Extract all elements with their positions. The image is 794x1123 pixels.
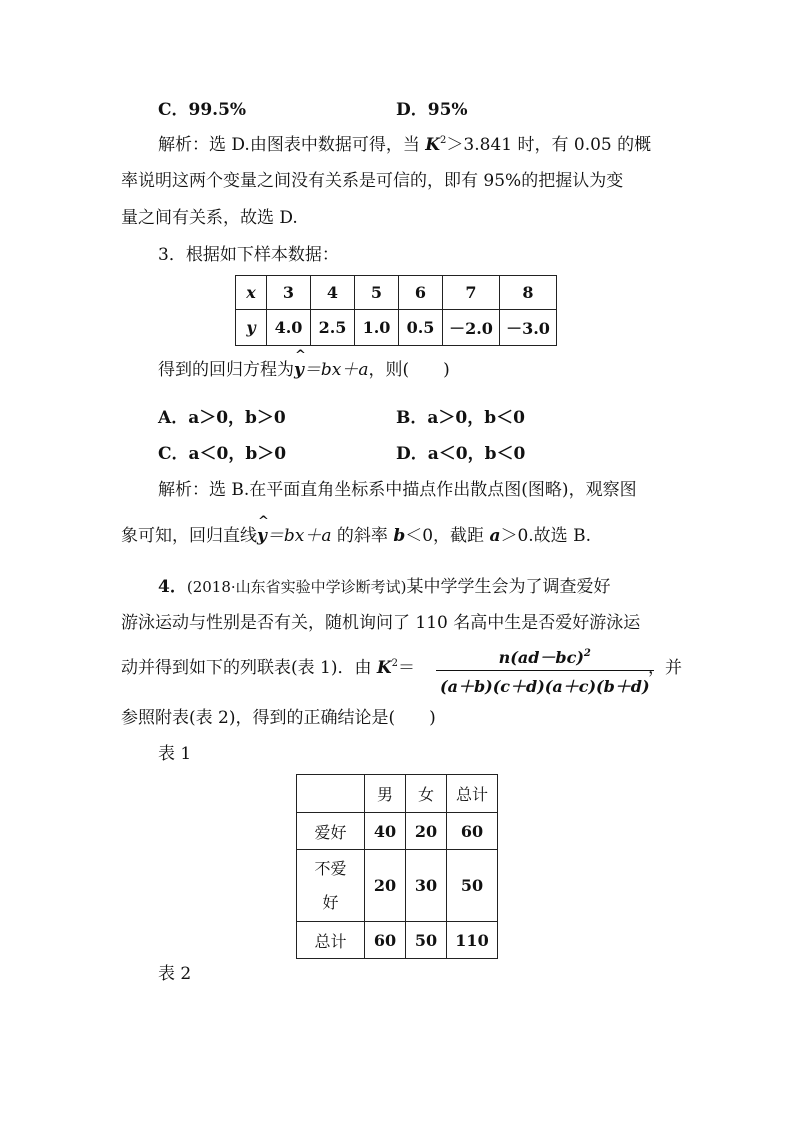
q2-explanation-line2: 率说明这两个变量之间没有关系是可信的，即有 95%的把握认为变 bbox=[121, 171, 624, 191]
numerator-superscript: 2 bbox=[583, 648, 591, 659]
y-cell: 4.0 bbox=[267, 310, 311, 346]
numerator-text: n(ad－bc) bbox=[498, 648, 584, 667]
q3-option-a: A．a＞0，b＞0 bbox=[158, 408, 286, 428]
data-cell: 30 bbox=[406, 850, 447, 922]
y-cell: 2.5 bbox=[311, 310, 355, 346]
text-segment: 的斜率 bbox=[331, 526, 394, 546]
fraction-denominator: (a＋b)(c＋d)(a＋c)(b＋d) bbox=[436, 670, 654, 697]
text-segment: ＞0.故选 B. bbox=[500, 526, 591, 546]
x-cell: 6 bbox=[399, 276, 443, 310]
text-segment: ＜0，截距 bbox=[405, 526, 490, 546]
var-b: b bbox=[393, 526, 406, 546]
q3-option-d: D．a＜0，b＜0 bbox=[396, 444, 526, 464]
q2-option-d: D．95% bbox=[396, 100, 468, 120]
q3-option-b: B．a＞0，b＜0 bbox=[396, 408, 525, 428]
data-cell: 60 bbox=[365, 922, 406, 959]
text-segment: 象可知，回归直线 bbox=[121, 526, 257, 546]
data-cell: 50 bbox=[447, 850, 498, 922]
text-segment: 某中学学生会为了调查爱好 bbox=[406, 577, 611, 597]
header-cell-empty bbox=[297, 775, 365, 813]
q2-option-c: C．99.5% bbox=[158, 100, 247, 120]
row-label: 爱好 bbox=[297, 813, 365, 850]
k-symbol: K bbox=[376, 658, 392, 678]
data-cell: 40 bbox=[365, 813, 406, 850]
data-cell: 20 bbox=[365, 850, 406, 922]
q4-line1 bbox=[158, 576, 611, 598]
data-cell: 110 bbox=[447, 922, 498, 959]
y-cell: －2.0 bbox=[443, 310, 500, 346]
k-symbol: K bbox=[425, 135, 441, 155]
x-cell: 4 bbox=[311, 276, 355, 310]
table1-caption: 表 1 bbox=[158, 744, 192, 764]
data-cell: 60 bbox=[447, 813, 498, 850]
text-segment: ，则( ) bbox=[368, 360, 450, 380]
row-label-y: y bbox=[236, 310, 267, 346]
q3-explanation-line2 bbox=[121, 525, 591, 547]
q3-question: 3．根据如下样本数据： bbox=[158, 245, 339, 265]
q3-explanation-line1: 解析：选 B.在平面直角坐标系中描点作出散点图(图略)，观察图 bbox=[158, 480, 637, 500]
y-hat: ^ y bbox=[294, 359, 304, 381]
header-cell: 总计 bbox=[447, 775, 498, 813]
q3-option-c: C．a＜0，b＞0 bbox=[158, 444, 287, 464]
q4-line2: 游泳运动与性别是否有关，随机询问了 110 名高中生是否爱好游泳运 bbox=[121, 613, 641, 633]
row-label bbox=[297, 850, 365, 922]
regression-equation: ＝bx＋a bbox=[266, 526, 332, 546]
q4-line4: 参照附表(表 2)，得到的正确结论是( ) bbox=[121, 708, 436, 728]
row-label: 总计 bbox=[297, 922, 365, 959]
k-squared-fraction bbox=[436, 645, 654, 697]
y-cell: －3.0 bbox=[500, 310, 557, 346]
y-cell: 0.5 bbox=[399, 310, 443, 346]
text-segment: 解析：选 D.由图表中数据可得，当 bbox=[158, 135, 426, 155]
text-segment: ＞3.841 时，有 0.05 的概 bbox=[446, 135, 652, 155]
k-superscript: 2 bbox=[440, 135, 447, 146]
header-cell: 男 bbox=[365, 775, 406, 813]
x-cell: 8 bbox=[500, 276, 557, 310]
equals-sign: ＝ bbox=[398, 658, 416, 678]
x-cell: 7 bbox=[443, 276, 500, 310]
contingency-table-1 bbox=[296, 774, 498, 959]
header-cell: 女 bbox=[406, 775, 447, 813]
table2-caption: 表 2 bbox=[158, 964, 192, 984]
row-label-line: 好 bbox=[322, 892, 339, 912]
row-label-x: x bbox=[236, 276, 267, 310]
q4-line3 bbox=[121, 657, 415, 679]
data-cell: 20 bbox=[406, 813, 447, 850]
x-cell: 5 bbox=[355, 276, 399, 310]
var-a: a bbox=[489, 526, 501, 546]
q2-explanation-line3: 量之间有关系，故选 D. bbox=[121, 208, 298, 228]
y-hat: ^ y bbox=[257, 525, 267, 547]
question-source: (2018·山东省实验中学诊断考试) bbox=[186, 578, 407, 596]
data-cell: 50 bbox=[406, 922, 447, 959]
y-cell: 1.0 bbox=[355, 310, 399, 346]
x-cell: 3 bbox=[267, 276, 311, 310]
text-segment: 得到的回归方程为 bbox=[158, 360, 294, 380]
text-segment: 动并得到如下的列联表(表 1)．由 bbox=[121, 658, 377, 678]
q2-explanation-line1 bbox=[158, 134, 651, 156]
row-label-line: 不爱 bbox=[314, 858, 347, 878]
q3-equation-line bbox=[158, 359, 450, 381]
q4-line3-end: ，并 bbox=[648, 658, 682, 678]
q3-sample-table bbox=[235, 275, 557, 346]
fraction-numerator bbox=[436, 645, 654, 670]
question-number: 4． bbox=[158, 577, 187, 597]
regression-equation: ＝bx＋a bbox=[303, 360, 369, 380]
k-superscript: 2 bbox=[391, 658, 399, 669]
